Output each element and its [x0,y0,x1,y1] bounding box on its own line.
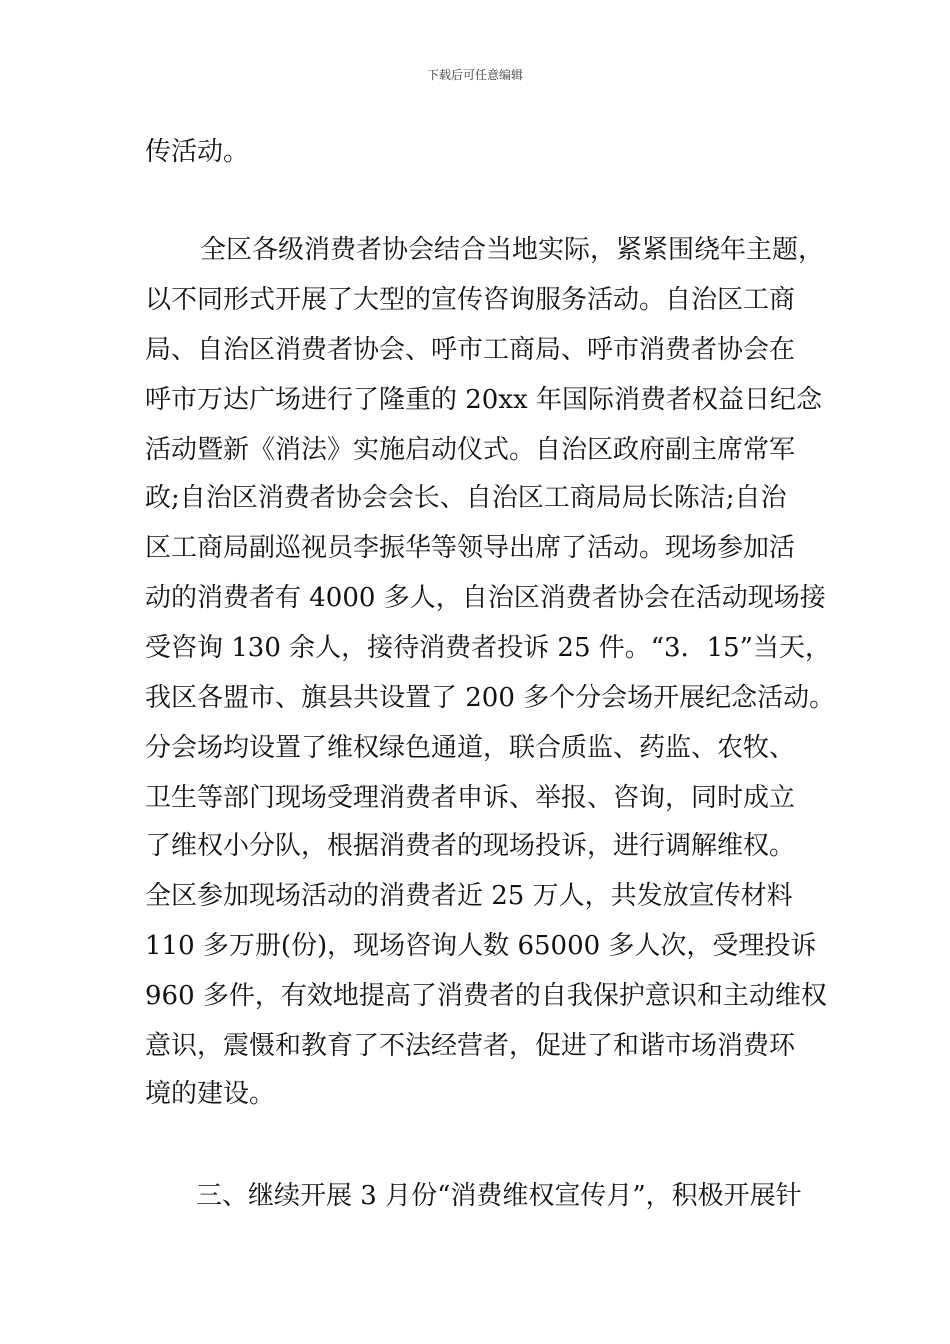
text-line: 受咨询 130 余人，接待消费者投诉 25 件。“3．15”当天， [145,633,831,663]
text-line: 意识，震慑和教育了不法经营者，促进了和谐市场消费环 [145,1031,796,1061]
text-line: 呼市万达广场进行了隆重的 20xx 年国际消费者权益日纪念 [145,385,822,415]
text-line: 以不同形式开展了大型的宣传咨询服务活动。自治区工商 [145,285,796,315]
text-line: 动的消费者有 4000 多人，自治区消费者协会在活动现场接 [145,583,826,613]
text-line: 政;自治区消费者协会会长、自治区工商局局长陈洁;自治 [145,483,787,513]
text-line: 全区参加现场活动的消费者近 25 万人，共发放宣传材料 [145,881,793,911]
text-line: 活动暨新《消法》实施启动仪式。自治区政府副主席常军 [145,435,796,465]
text-line: 境的建设。 [145,1079,276,1109]
text-line: 960 多件，有效地提高了消费者的自我保护意识和主动维权 [145,981,827,1011]
text-line: 区工商局副巡视员李振华等领导出席了活动。现场参加活 [145,533,796,563]
text-line: 局、自治区消费者协会、呼市工商局、呼市消费者协会在 [145,335,796,365]
text-line: 传活动。 [145,137,250,167]
text-line: 分会场均设置了维权绿色通道，联合质监、药监、农牧、 [145,733,796,763]
text-line: 110 多万册(份)，现场咨询人数 65000 多人次，受理投诉 [145,931,817,961]
text-line: 了维权小分队，根据消费者的现场投诉，进行调解维权。 [145,831,796,861]
text-line: 全区各级消费者协会结合当地实际，紧紧围绕年主题， [200,235,825,265]
page-header: 下载后可任意编辑 [426,68,523,82]
text-line: 三、继续开展 3 月份“消费维权宣传月”，积极开展针 [196,1181,802,1211]
text-line: 卫生等部门现场受理消费者申诉、举报、咨询，同时成立 [145,783,796,813]
text-line: 我区各盟市、旗县共设置了 200 多个分会场开展纪念活动。 [145,683,836,713]
